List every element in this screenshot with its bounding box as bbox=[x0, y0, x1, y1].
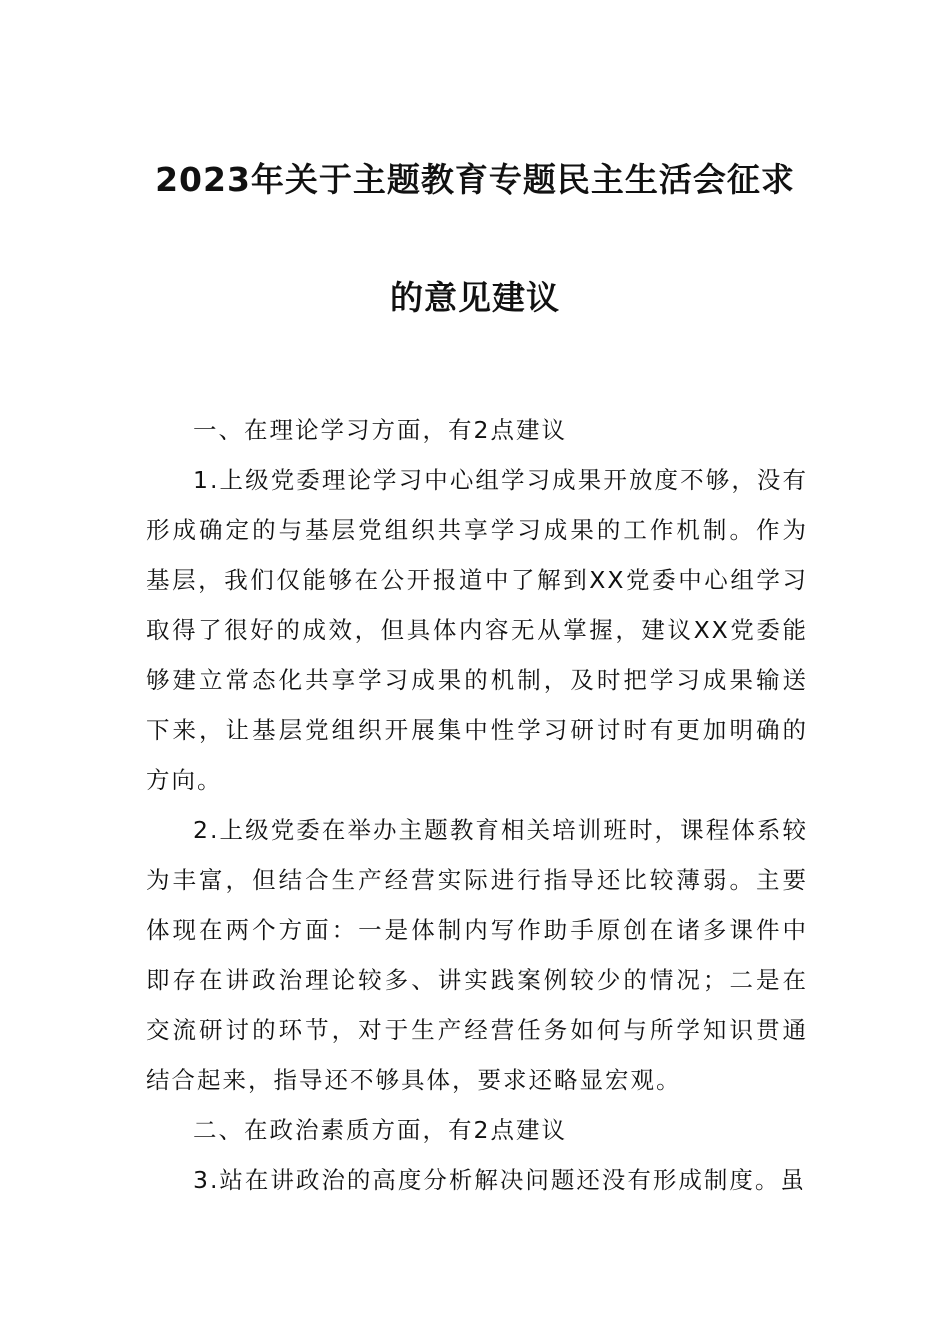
document-title-line1: 2023年关于主题教育专题民主生活会征求 bbox=[155, 160, 795, 199]
document-title-line2: 的意见建议 bbox=[390, 278, 560, 317]
section-heading-theory: 一、在理论学习方面，有2点建议 bbox=[193, 416, 567, 444]
paragraph-suggestion-2: 2.上级党委在举办主题教育相关培训班时，课程体系较为丰富，但结合生产经营实际进行指导还比较薄弱。主要体现在两个方面：一是体制内写作助手原创在诸多课件中即存在讲政治理论较多、讲实践案例较少的情况；二是在交流研讨的环节，对于生产经营任务如何与所学知识贯通结合起来，指导还不够具体，要求还略显宏观。 bbox=[146, 816, 808, 1094]
paragraph-suggestion-3: 3.站在讲政治的高度分析解决问题还没有形成制度。虽 bbox=[193, 1166, 806, 1194]
paragraph-suggestion-1: 1.上级党委理论学习中心组学习成果开放度不够，没有形成确定的与基层党组织共享学习成果的工作机制。作为基层，我们仅能够在公开报道中了解到XX党委中心组学习取得了很好的成效，但具体内容无从掌握，建议XX党委能够建立常态化共享学习成果的机制，及时把学习成果输送下来，让基层党组织开展集中性学习研讨时有更加明确的方向。 bbox=[146, 466, 808, 794]
section-heading-political: 二、在政治素质方面，有2点建议 bbox=[193, 1116, 567, 1144]
document-body bbox=[146, 405, 808, 1205]
